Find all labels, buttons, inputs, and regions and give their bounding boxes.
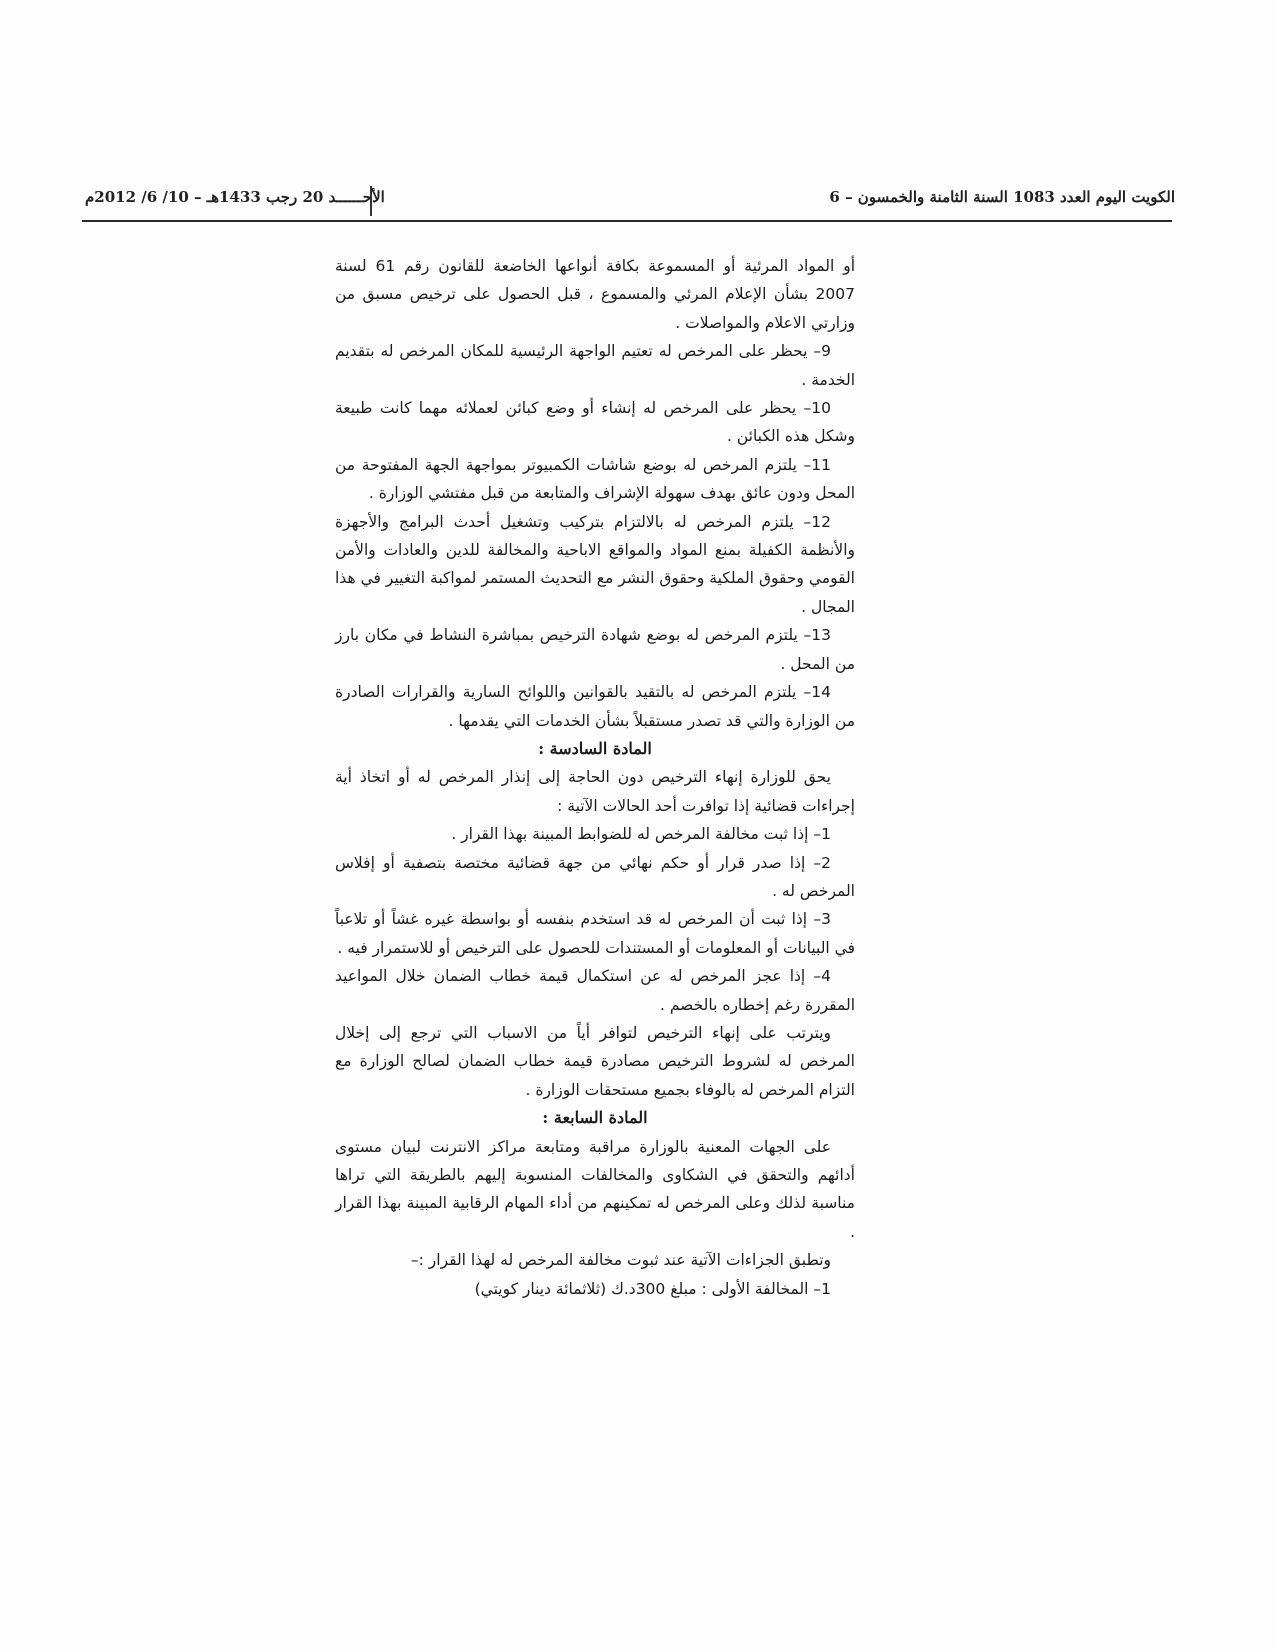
body-paragraph: 2– إذا صدر قرار أو حكم نهائي من جهة قضائية مختصة بتصفية أو إفلاس المرخص له .	[335, 853, 855, 900]
body-paragraph: يحق للوزارة إنهاء الترخيص دون الحاجة إلى إنذار المرخص له أو اتخاذ أية إجراءات قضائية إذا توافرت أحد الحالات الآتية :	[335, 768, 855, 815]
body-paragraph: 1– المخالفة الأولى : مبلغ 300د.ك (ثلاثمائة دينار كويتي)	[474, 1279, 831, 1298]
body-paragraph: 4– إذا عجز المرخص له عن استكمال قيمة خطاب الضمان خلال المواعيد المقررة رغم إخطاره بالخصم .	[335, 967, 855, 1014]
issue-date: الأحــــــد 20 رجب 1433هـ – 10/ 6/ 2012م	[85, 188, 385, 206]
body-column	[335, 252, 855, 1303]
body-paragraph: 3– إذا ثبت أن المرخص له قد استخدم بنفسه أو بواسطة غيره غشاً أو تلاعباً في البيانات أو المعلومات أو المستندات للحصول على الترخيص أو للاستمرار فيه .	[335, 910, 855, 957]
article-heading: المادة السابعة :	[542, 1108, 648, 1128]
body-paragraph: 10– يحظر على المرخص له إنشاء أو وضع كبائن لعملائه مهما كانت طبيعة وشكل هذه الكبائن .	[335, 399, 855, 446]
body-paragraph: وتطبق الجزاءات الآتية عند ثبوت مخالفة المرخص له لهذا القرار :–	[410, 1251, 831, 1270]
body-paragraph: أو المواد المرئية أو المسموعة بكافة أنواعها الخاضعة للقانون رقم 61 لسنة 2007 بشأن الإعلام المرئي والمسموع ، قبل الحصول على ترخيص مسبق من وزارتي الاعلام والمواصلات .	[335, 257, 855, 332]
body-paragraph: ويترتب على إنهاء الترخيص لتوافر أياً من الاسباب التي ترجع إلى إخلال المرخص له لشروط الترخيص مصادرة قيمة خطاب الضمان لصالح الوزارة مع التزام المرخص له بالوفاء بجميع مستحقات الوزارة .	[335, 1023, 855, 1099]
article-heading: المادة السادسة :	[538, 738, 652, 758]
gazette-issue-line: الكويت اليوم العدد 1083 السنة الثامنة والخمسون – 6	[829, 188, 1175, 206]
body-paragraph: 12– يلتزم المرخص له بالالتزام بتركيب وتشغيل أحدث البرامج والأجهزة والأنظمة الكفيلة بمنع المواد والمواقع الاباحية والمخالفة للدين والعادات والأمن القومي وحقوق الملكية وحقوق النشر مع التحديث المستمر لمواكبة التغيير في هذا المجال .	[335, 512, 855, 616]
header-rule	[82, 220, 1172, 222]
body-paragraph: على الجهات المعنية بالوزارة مراقبة ومتابعة مراكز الانترنت لبيان مستوى أدائهم والتحقق في الشكاوى والمخالفات المنسوبة إليهم بالطريقة التي تراها مناسبة لذلك وعلى المرخص له تمكينهم من أداء المهام الرقابية المبينة بهذا القرار .	[335, 1137, 855, 1241]
page-header	[85, 188, 1175, 218]
body-paragraph: 9– يحظر على المرخص له تعتيم الواجهة الرئيسية للمكان المرخص له بتقديم الخدمة .	[335, 342, 855, 389]
body-paragraph: 1– إذا ثبت مخالفة المرخص له للضوابط المبينة بهذا القرار .	[451, 825, 831, 844]
body-paragraph: 14– يلتزم المرخص له بالتقيد بالقوانين واللوائح السارية والقرارات الصادرة من الوزارة والتي قد تصدر مستقبلاً بشأن الخدمات التي يقدمها .	[335, 683, 855, 730]
body-paragraph: 11– يلتزم المرخص له بوضع شاشات الكمبيوتر بمواجهة الجهة المفتوحة من المحل ودون عائق بهدف سهولة الإشراف والمتابعة من قبل مفتشي الوزارة .	[335, 455, 855, 503]
body-paragraph: 13– يلتزم المرخص له بوضع شهادة الترخيص بمباشرة النشاط في مكان بارز من المحل .	[335, 626, 855, 673]
